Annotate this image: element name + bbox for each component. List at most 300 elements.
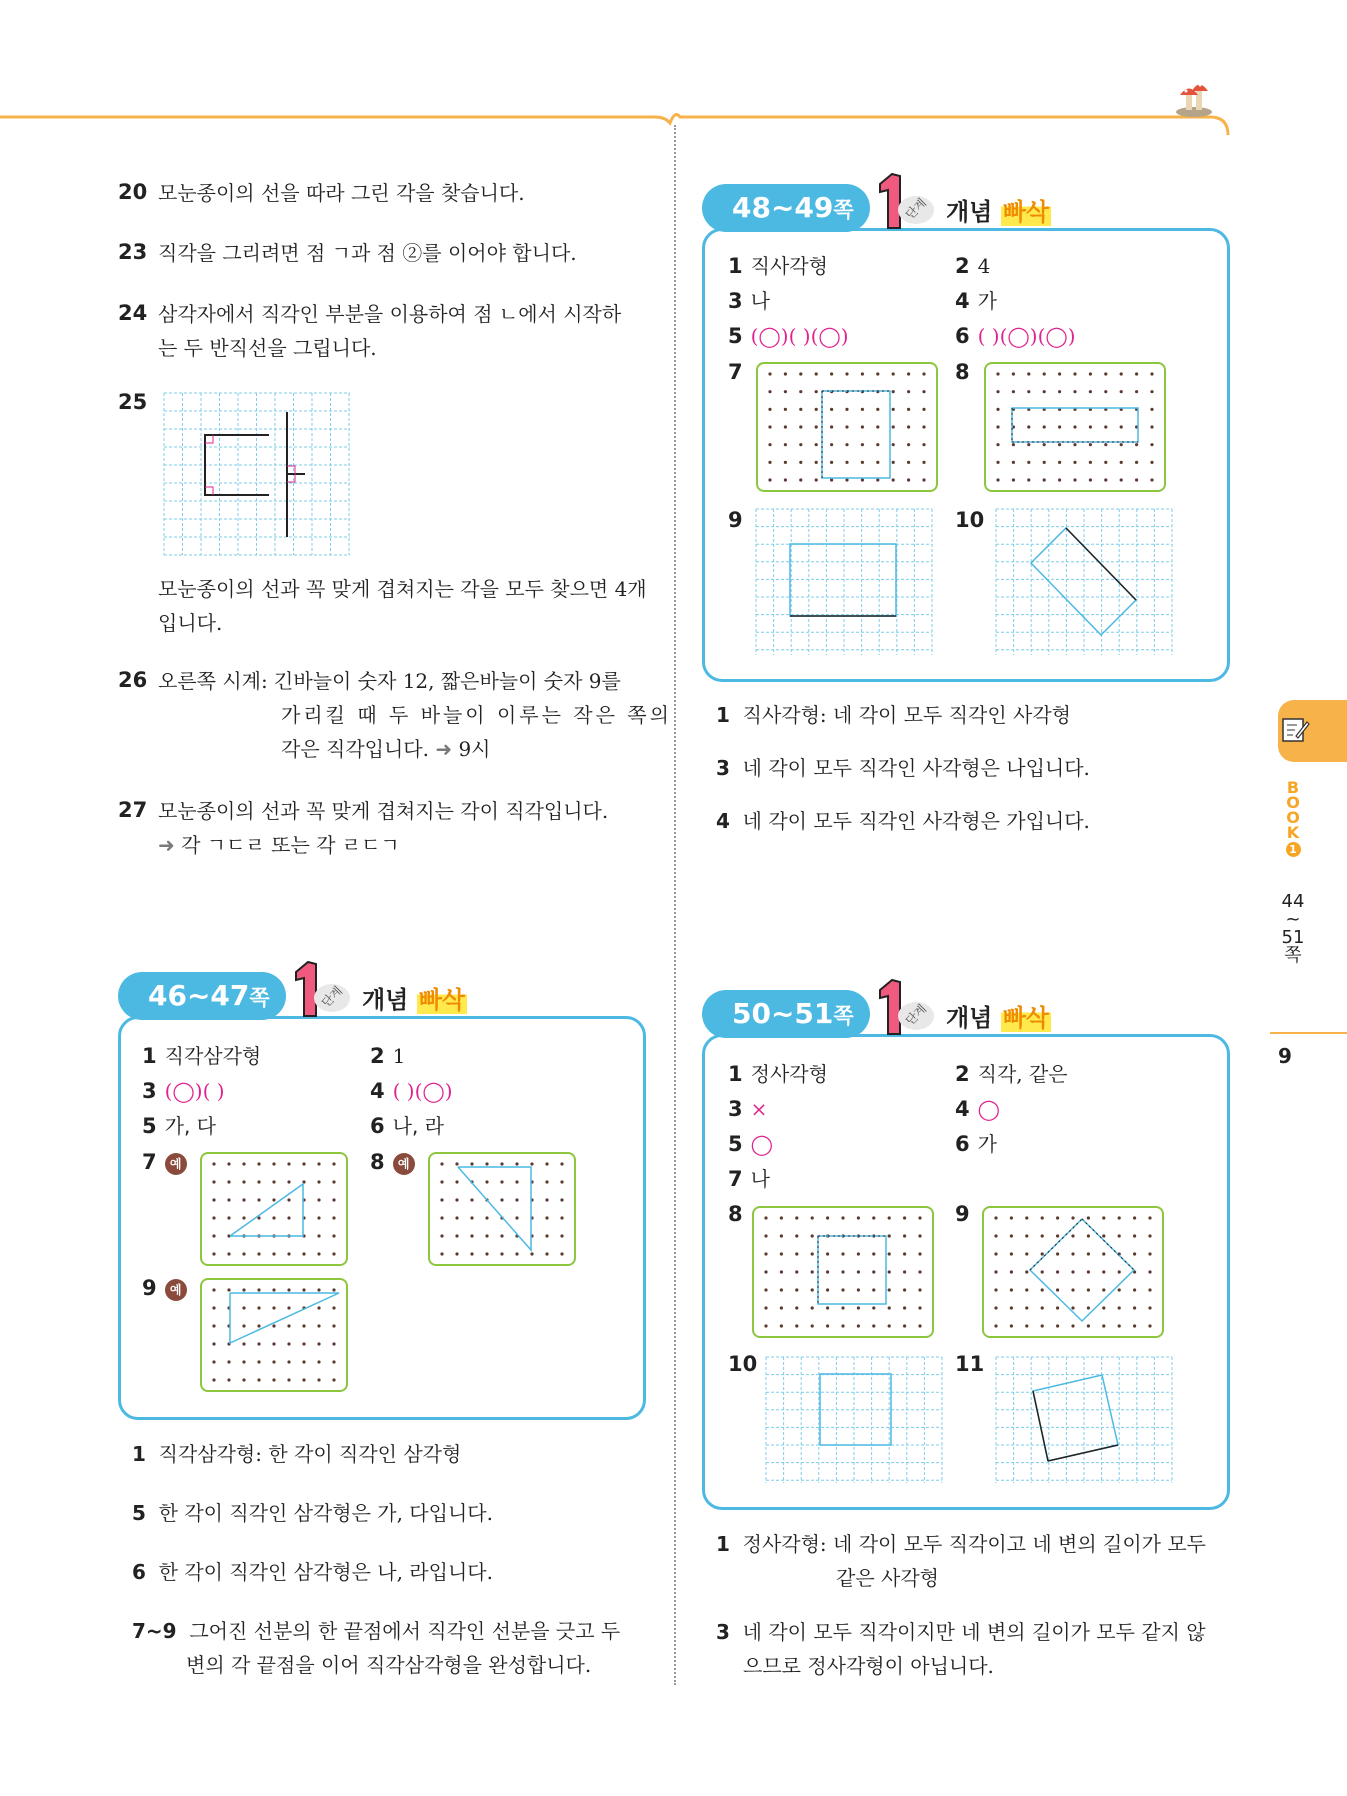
grid-dot bbox=[1058, 390, 1061, 393]
grid-dot bbox=[784, 461, 787, 464]
grid-dot bbox=[994, 1288, 997, 1291]
answer-value: (◯)( ) bbox=[164, 1079, 225, 1103]
explain-number: 7~9 bbox=[132, 1619, 177, 1643]
grid-dot bbox=[826, 1324, 829, 1327]
grid-dot bbox=[784, 408, 787, 411]
dot-grid-7-svg bbox=[758, 364, 936, 490]
grid-dot bbox=[1148, 1216, 1151, 1219]
answer-number: 4 bbox=[370, 1079, 385, 1103]
grid-dot bbox=[1025, 1324, 1028, 1327]
dot-grid-8-svg bbox=[986, 364, 1164, 490]
grid-dot bbox=[212, 1216, 215, 1219]
grid-dot bbox=[994, 1234, 997, 1237]
grid-dot bbox=[764, 1324, 767, 1327]
grid-dot bbox=[1041, 1288, 1044, 1291]
grid-dot bbox=[1135, 390, 1138, 393]
grid-dot bbox=[1043, 372, 1046, 375]
grid-dot bbox=[485, 1162, 488, 1165]
answer-9 bbox=[728, 506, 751, 534]
answer-4 bbox=[955, 1095, 1000, 1123]
explain-7-9 bbox=[132, 1614, 620, 1648]
section-48-49-pill bbox=[702, 184, 870, 232]
grid-dot bbox=[440, 1234, 443, 1237]
grid-dot bbox=[876, 425, 879, 428]
grid-dot bbox=[1102, 1252, 1105, 1255]
answer-value: 나, 라 bbox=[392, 1114, 444, 1138]
grid-dot bbox=[811, 1234, 814, 1237]
book-letter: K bbox=[1286, 823, 1300, 842]
grid-dot bbox=[1148, 1234, 1151, 1237]
grid-dot bbox=[485, 1252, 488, 1255]
answer-number: 9 bbox=[955, 1202, 970, 1226]
grid-dot bbox=[332, 1342, 335, 1345]
grid-dot bbox=[815, 478, 818, 481]
grid-dot bbox=[888, 1234, 891, 1237]
grid-dot bbox=[1056, 1270, 1059, 1273]
grid-dot bbox=[780, 1234, 783, 1237]
answer-number: 5 bbox=[728, 324, 743, 348]
item-20 bbox=[118, 180, 525, 205]
answer-number: 6 bbox=[955, 1132, 970, 1156]
answer-number: 1 bbox=[728, 1062, 743, 1086]
grid-dot bbox=[764, 1252, 767, 1255]
grid-dot bbox=[257, 1288, 260, 1291]
answer-9 bbox=[955, 1200, 978, 1228]
grid-dot bbox=[1118, 1306, 1121, 1309]
item-25-grid-figure bbox=[163, 392, 351, 557]
grid-dot bbox=[242, 1180, 245, 1183]
grid-dot bbox=[257, 1180, 260, 1183]
grid-dot bbox=[227, 1216, 230, 1219]
grid-dot bbox=[784, 478, 787, 481]
grid-dot bbox=[994, 1324, 997, 1327]
side-rule bbox=[1270, 1032, 1347, 1034]
grid-dot bbox=[1012, 461, 1015, 464]
grid-dot bbox=[1010, 1270, 1013, 1273]
answer-number: 2 bbox=[955, 254, 970, 278]
grid-dot bbox=[1027, 478, 1030, 481]
grid-dot bbox=[1058, 425, 1061, 428]
explain-5 bbox=[132, 1496, 493, 1530]
grid-dot bbox=[872, 1216, 875, 1219]
grid-dot bbox=[1120, 461, 1123, 464]
explain-text: 네 각이 모두 직각인 사각형은 나입니다. bbox=[742, 756, 1090, 780]
grid-dot bbox=[845, 425, 848, 428]
grid-dot bbox=[1133, 1306, 1136, 1309]
grid-dot bbox=[1025, 1306, 1028, 1309]
grid-dot bbox=[1150, 425, 1153, 428]
grid-dot bbox=[996, 478, 999, 481]
grid-dot bbox=[212, 1306, 215, 1309]
dot-grid-9-svg bbox=[984, 1208, 1162, 1336]
grid-dot bbox=[826, 1306, 829, 1309]
grid-dot bbox=[1135, 372, 1138, 375]
grid-dot bbox=[212, 1180, 215, 1183]
grid-dot bbox=[1104, 390, 1107, 393]
explain-number: 1 bbox=[716, 703, 730, 727]
grid-dot bbox=[500, 1198, 503, 1201]
grid-dot bbox=[1133, 1288, 1136, 1291]
item-number: 25 bbox=[118, 390, 148, 414]
answer-8 bbox=[728, 1200, 751, 1228]
grid-dot bbox=[242, 1360, 245, 1363]
grid-dot bbox=[1073, 443, 1076, 446]
grid-dot bbox=[1025, 1252, 1028, 1255]
stage-1-icon bbox=[288, 958, 358, 1020]
item-27-answer: 각 ㄱㄷㄹ 또는 각 ㄹㄷㄱ bbox=[181, 833, 400, 857]
grid-dot bbox=[545, 1198, 548, 1201]
grid-dot bbox=[332, 1306, 335, 1309]
answer-number: 8 bbox=[370, 1150, 385, 1174]
grid-dot bbox=[907, 461, 910, 464]
grid-dot bbox=[811, 1324, 814, 1327]
item-number: 23 bbox=[118, 240, 148, 264]
book-letter: O bbox=[1286, 793, 1300, 812]
grid-dot bbox=[815, 372, 818, 375]
grid-dot bbox=[257, 1342, 260, 1345]
grid-dot bbox=[1148, 1270, 1151, 1273]
dot-grid-8 bbox=[752, 1206, 934, 1338]
grid-dot bbox=[1102, 1234, 1105, 1237]
grid-dot bbox=[1104, 443, 1107, 446]
grid-dot bbox=[784, 390, 787, 393]
grid-dot bbox=[317, 1342, 320, 1345]
grid-dot bbox=[780, 1216, 783, 1219]
answer-number: 3 bbox=[142, 1079, 157, 1103]
answer-1 bbox=[728, 252, 828, 280]
grid-dot bbox=[764, 1288, 767, 1291]
grid-dot bbox=[287, 1306, 290, 1309]
grid-dot bbox=[780, 1252, 783, 1255]
grid-dot bbox=[795, 1324, 798, 1327]
item-number: 26 bbox=[118, 668, 148, 692]
grid-dot bbox=[811, 1270, 814, 1273]
grid-dot bbox=[1087, 1216, 1090, 1219]
section-48-49-title bbox=[946, 192, 1051, 227]
pill-pages: 48~49 bbox=[732, 191, 834, 224]
grid-dot bbox=[888, 1252, 891, 1255]
grid-dot bbox=[1089, 443, 1092, 446]
item-text: 는 두 반직선을 그립니다. bbox=[158, 336, 377, 360]
answer-number: 5 bbox=[142, 1114, 157, 1138]
answer-10 bbox=[955, 506, 992, 534]
answer-value: 가 bbox=[977, 1132, 997, 1156]
grid-dot bbox=[1027, 425, 1030, 428]
grid-dot bbox=[1133, 1216, 1136, 1219]
grid-dot bbox=[1010, 1216, 1013, 1219]
grid-dot bbox=[830, 408, 833, 411]
grid-dot bbox=[1071, 1270, 1074, 1273]
pill-pages: 46~47 bbox=[148, 979, 250, 1012]
explain-number: 6 bbox=[132, 1560, 146, 1584]
grid-dot bbox=[888, 1288, 891, 1291]
grid-dot bbox=[317, 1180, 320, 1183]
grid-dot bbox=[530, 1162, 533, 1165]
grid-dot bbox=[892, 372, 895, 375]
grid-dot bbox=[811, 1216, 814, 1219]
grid-dot bbox=[1010, 1252, 1013, 1255]
grid-dot bbox=[799, 390, 802, 393]
grid-dot bbox=[768, 425, 771, 428]
explain-text: 같은 사각형 bbox=[836, 1566, 939, 1590]
grid-dot bbox=[1043, 443, 1046, 446]
item-26 bbox=[118, 668, 147, 692]
grid-dot bbox=[287, 1180, 290, 1183]
grid-dot bbox=[1150, 443, 1153, 446]
grid-dot bbox=[302, 1360, 305, 1363]
answer-number: 2 bbox=[955, 1062, 970, 1086]
grid-dot bbox=[857, 1324, 860, 1327]
grid-dot bbox=[795, 1216, 798, 1219]
grid-dot bbox=[212, 1324, 215, 1327]
grid-dot bbox=[861, 443, 864, 446]
grid-dot bbox=[1089, 372, 1092, 375]
item-27-line2 bbox=[158, 828, 400, 862]
grid-dot bbox=[440, 1198, 443, 1201]
answer-4 bbox=[370, 1077, 453, 1105]
pill-unit: 쪽 bbox=[833, 198, 854, 222]
grid-dot bbox=[841, 1324, 844, 1327]
grid-dot bbox=[455, 1198, 458, 1201]
grid-dot bbox=[1010, 1234, 1013, 1237]
grid-dot bbox=[1010, 1288, 1013, 1291]
grid-dot bbox=[861, 461, 864, 464]
grid-dot bbox=[1058, 478, 1061, 481]
grid-dot bbox=[826, 1288, 829, 1291]
grid-dot bbox=[287, 1216, 290, 1219]
grid-dot bbox=[212, 1162, 215, 1165]
grid-dot bbox=[888, 1306, 891, 1309]
grid-dot bbox=[892, 461, 895, 464]
grid-dot bbox=[1120, 478, 1123, 481]
grid-dot bbox=[1071, 1306, 1074, 1309]
grid-dot bbox=[903, 1306, 906, 1309]
item-25 bbox=[118, 390, 147, 414]
grid-dot bbox=[272, 1216, 275, 1219]
grid-dot bbox=[907, 443, 910, 446]
grid-dot bbox=[764, 1306, 767, 1309]
grid-dot bbox=[287, 1378, 290, 1381]
grid-dot bbox=[530, 1252, 533, 1255]
grid-dot bbox=[841, 1306, 844, 1309]
section-46-47-title bbox=[362, 980, 467, 1015]
book-letter: B bbox=[1286, 778, 1300, 797]
grid-dot bbox=[768, 443, 771, 446]
grid-dot bbox=[470, 1252, 473, 1255]
explain-1 bbox=[132, 1437, 461, 1471]
grid-dot bbox=[1056, 1234, 1059, 1237]
answer-value: 나 bbox=[750, 1167, 770, 1191]
grid-dot bbox=[1071, 1288, 1074, 1291]
grid-dot bbox=[1102, 1324, 1105, 1327]
grid-dot bbox=[332, 1324, 335, 1327]
grid-dot bbox=[1150, 478, 1153, 481]
grid-dot bbox=[1027, 461, 1030, 464]
grid-dot bbox=[1071, 1252, 1074, 1255]
grid-dot bbox=[1102, 1288, 1105, 1291]
mushroom-icon bbox=[1172, 76, 1220, 120]
grid-dot bbox=[242, 1252, 245, 1255]
grid-dot bbox=[257, 1324, 260, 1327]
explain-1 bbox=[716, 698, 1071, 732]
answer-number: 2 bbox=[370, 1044, 385, 1068]
explain-number: 3 bbox=[716, 1620, 730, 1644]
grid-dot bbox=[455, 1216, 458, 1219]
grid-dot bbox=[845, 443, 848, 446]
grid-dot bbox=[332, 1378, 335, 1381]
grid-dot bbox=[545, 1234, 548, 1237]
grid-dot bbox=[1012, 390, 1015, 393]
answer-2 bbox=[370, 1042, 405, 1070]
grid-dot bbox=[841, 1270, 844, 1273]
grid-dot bbox=[768, 372, 771, 375]
grid-dot bbox=[996, 372, 999, 375]
answer-4 bbox=[955, 287, 997, 315]
grid-dot bbox=[1010, 1324, 1013, 1327]
grid-dot bbox=[826, 1216, 829, 1219]
example-badge: 예 bbox=[393, 1153, 415, 1175]
notepad-icon bbox=[1280, 716, 1310, 746]
grid-dot bbox=[1012, 443, 1015, 446]
grid-dot bbox=[332, 1162, 335, 1165]
concept-highlight: 빠삭 bbox=[1002, 198, 1050, 226]
column-divider bbox=[674, 125, 676, 1685]
answer-1 bbox=[728, 1060, 828, 1088]
explain-6 bbox=[132, 1555, 493, 1589]
grid-dot bbox=[1025, 1216, 1028, 1219]
grid-dot bbox=[918, 1216, 921, 1219]
item-26-text: 가리킬 때 두 바늘이 이루는 작은 쪽의 bbox=[281, 703, 672, 727]
grid-dot bbox=[1073, 390, 1076, 393]
grid-dot bbox=[1025, 1288, 1028, 1291]
grid-dot bbox=[1056, 1324, 1059, 1327]
grid-dot bbox=[996, 461, 999, 464]
dot-grid-9-svg bbox=[202, 1280, 346, 1390]
grid-dot bbox=[830, 372, 833, 375]
grid-dot bbox=[560, 1180, 563, 1183]
grid-dot bbox=[872, 1306, 875, 1309]
grid-dot bbox=[1087, 1324, 1090, 1327]
grid-dot bbox=[332, 1288, 335, 1291]
grid-dot bbox=[302, 1288, 305, 1291]
grid-dot bbox=[212, 1360, 215, 1363]
grid-dot bbox=[918, 1288, 921, 1291]
grid-dot bbox=[332, 1360, 335, 1363]
grid-dot bbox=[861, 425, 864, 428]
item-number: 27 bbox=[118, 798, 148, 822]
item-26-answer: 9시 bbox=[458, 737, 491, 761]
grid-dot bbox=[212, 1252, 215, 1255]
explain-text: 변의 각 끝점을 이어 직각삼각형을 완성합니다. bbox=[186, 1653, 592, 1677]
answer-number: 8 bbox=[955, 360, 970, 384]
grid-dot bbox=[1120, 390, 1123, 393]
stage-label: 단계 bbox=[902, 195, 930, 223]
grid-dot bbox=[1087, 1252, 1090, 1255]
grid-dot bbox=[332, 1216, 335, 1219]
grid-dot bbox=[212, 1378, 215, 1381]
grid-dot bbox=[1041, 1216, 1044, 1219]
grid-dot bbox=[892, 408, 895, 411]
grid-dot bbox=[857, 1252, 860, 1255]
grid-dot bbox=[768, 461, 771, 464]
grid-dot bbox=[272, 1360, 275, 1363]
answer-number: 1 bbox=[728, 254, 743, 278]
item-number: 20 bbox=[118, 180, 148, 204]
grid-dot bbox=[560, 1216, 563, 1219]
answer-3 bbox=[142, 1077, 225, 1105]
grid-dot bbox=[470, 1216, 473, 1219]
grid-dot bbox=[795, 1252, 798, 1255]
grid-dot bbox=[257, 1306, 260, 1309]
grid-dot bbox=[212, 1198, 215, 1201]
grid-dot bbox=[1027, 390, 1030, 393]
grid-dot bbox=[841, 1252, 844, 1255]
item-text: 모눈종이의 선을 따라 그린 각을 찾습니다. bbox=[158, 181, 525, 205]
grid-dot bbox=[287, 1288, 290, 1291]
grid-dot bbox=[1025, 1234, 1028, 1237]
pill-unit: 쪽 bbox=[833, 1004, 854, 1028]
grid-dot bbox=[1041, 1306, 1044, 1309]
grid-dot bbox=[996, 425, 999, 428]
grid-dot bbox=[815, 390, 818, 393]
grid-dot bbox=[1104, 372, 1107, 375]
answer-value: ( )(◯)(◯) bbox=[977, 324, 1076, 348]
grid-dot bbox=[515, 1252, 518, 1255]
grid-dot bbox=[1027, 443, 1030, 446]
grid-dot bbox=[907, 478, 910, 481]
answer-number: 10 bbox=[955, 508, 985, 532]
concept-label: 개념 bbox=[946, 1004, 993, 1032]
grid-dot bbox=[440, 1252, 443, 1255]
grid-dot bbox=[892, 425, 895, 428]
answer-number: 1 bbox=[142, 1044, 157, 1068]
grid-dot bbox=[1058, 443, 1061, 446]
answer-6 bbox=[955, 1130, 997, 1158]
grid-11 bbox=[995, 1356, 1173, 1484]
grid-dot bbox=[888, 1216, 891, 1219]
grid-dot bbox=[1118, 1288, 1121, 1291]
grid-dot bbox=[257, 1252, 260, 1255]
grid-dot bbox=[1056, 1252, 1059, 1255]
grid-dot bbox=[272, 1342, 275, 1345]
pill-pages: 50~51 bbox=[732, 997, 834, 1030]
grid-dot bbox=[287, 1342, 290, 1345]
answer-number: 7 bbox=[728, 1167, 743, 1191]
grid-dot bbox=[1027, 372, 1030, 375]
explain-number: 1 bbox=[132, 1442, 146, 1466]
dot-grid-8 bbox=[984, 362, 1166, 492]
grid-dot bbox=[815, 443, 818, 446]
grid-dot bbox=[799, 372, 802, 375]
grid-dot bbox=[903, 1324, 906, 1327]
item-25-text: 모눈종이의 선과 꼭 맞게 겹쳐지는 각을 모두 찾으면 4개 bbox=[158, 577, 647, 601]
grid-dot bbox=[302, 1342, 305, 1345]
grid-dot bbox=[1150, 372, 1153, 375]
grid-dot bbox=[317, 1252, 320, 1255]
grid-dot bbox=[1056, 1288, 1059, 1291]
grid-dot bbox=[799, 443, 802, 446]
grid-dot bbox=[440, 1180, 443, 1183]
explain-number: 3 bbox=[716, 756, 730, 780]
explain-number: 1 bbox=[716, 1532, 730, 1556]
grid-dot bbox=[903, 1252, 906, 1255]
explain-text: 으므로 정사각형이 아닙니다. bbox=[743, 1654, 994, 1678]
grid-dot bbox=[227, 1198, 230, 1201]
answer-number: 4 bbox=[955, 289, 970, 313]
answer-number: 5 bbox=[728, 1132, 743, 1156]
grid-dot bbox=[1089, 425, 1092, 428]
grid-dot bbox=[996, 390, 999, 393]
